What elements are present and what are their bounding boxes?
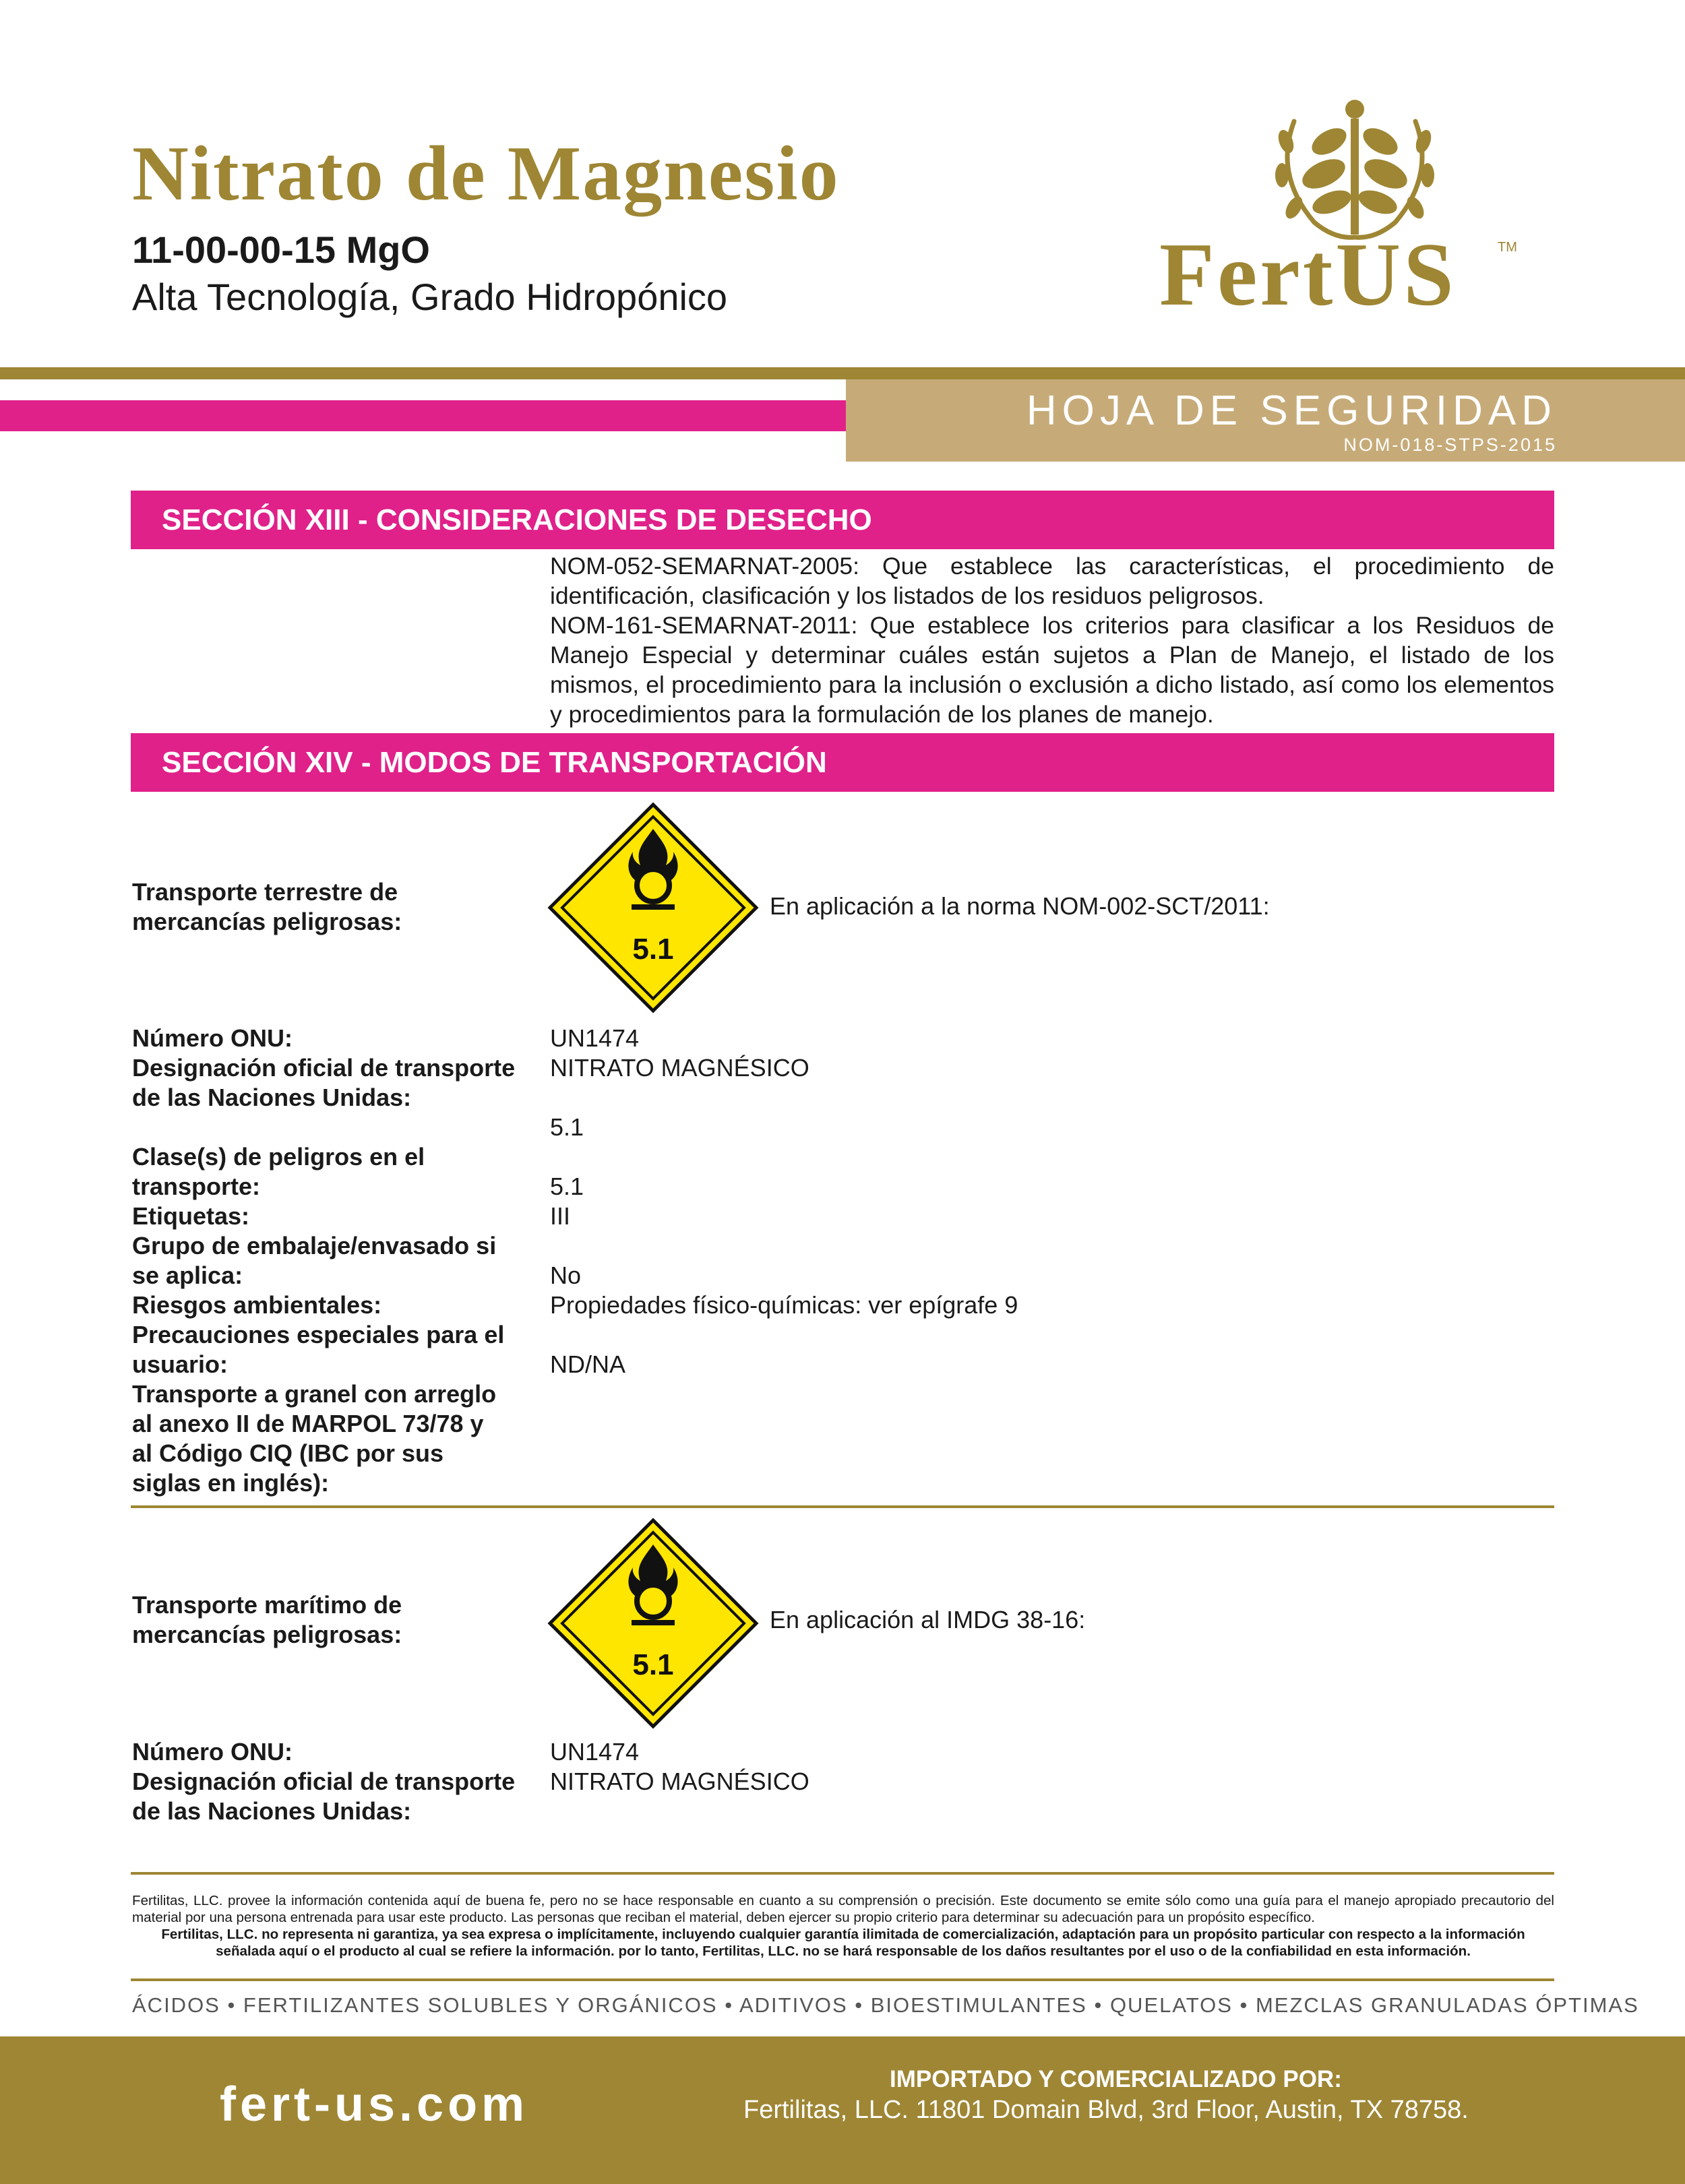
brand-logo-text: FertUS — [1159, 224, 1457, 324]
gold-divider-band — [0, 367, 1685, 379]
land-row-value: III — [550, 1202, 571, 1230]
page-title: Nitrato de Magnesio — [132, 131, 840, 217]
land-row-value: UN1474 — [550, 1024, 640, 1052]
land-row-label: Grupo de embalaje/envasado si se aplica: — [132, 1232, 497, 1289]
product-formula: 11-00-00-15 MgO — [132, 228, 430, 271]
disclaimer-paragraph: Fertilitas, LLC. provee la información contenida aquí de buena fe, pero no se hace responsable en cuanto a su comprensión o precisión. Este documento se emite sólo como una guía para el manejo apropiado precautorio del material por una persona entrenada para usar este producto. Las personas que reciban el material, deben ejercer su propio criterio para determinar su adecuación para un propósito específico. — [132, 1893, 1554, 1925]
product-subtitle: Alta Tecnología, Grado Hidropónico — [132, 276, 728, 318]
oxidizer-hazard-placard-icon — [547, 802, 759, 1013]
banner-norm: NOM-018-STPS-2015 — [1343, 435, 1557, 455]
section-13-heading: SECCIÓN XIII - CONSIDERACIONES DE DESECHO — [131, 491, 1554, 549]
land-row-label: Precauciones especiales para el usuario: — [132, 1321, 505, 1378]
section-14-heading: SECCIÓN XIV - MODOS DE TRANSPORTACIÓN — [131, 733, 1554, 792]
section-divider — [131, 1505, 1554, 1508]
section-13-paragraph-2: NOM-161-SEMARNAT-2011: Que establece los criterios para clasificar a los Residuos de Manejo Especial y determinar cuáles están sujetos a Plan de Manejo, el listado de los mismos, el procedimiento para la inclusión o exclusión a dicho listado, así como los elementos y procedimientos para la formulación de los planes de manejo. — [550, 612, 1554, 728]
footer-divider — [131, 1978, 1554, 1981]
trademark-symbol: TM — [1498, 240, 1517, 255]
sea-transport-label: Transporte marítimo de mercancías peligrosas: — [132, 1591, 402, 1648]
section-13-paragraph-1: NOM-052-SEMARNAT-2005: Que establece las características, el procedimiento de identificación, clasificación y los listados de los residuos peligrosos. — [550, 553, 1554, 609]
sea-placard-class-label: 5.1 — [632, 1648, 674, 1681]
section-divider — [131, 1872, 1554, 1875]
land-placard-class-label: 5.1 — [632, 933, 674, 966]
banner-title: HOJA DE SEGURIDAD — [1026, 387, 1557, 434]
website-link[interactable]: fert-us.com — [220, 2078, 529, 2131]
product-categories: ÁCIDOS • FERTILIZANTES SOLUBLES Y ORGÁNICOS • ADITIVOS • BIOESTIMULANTES • QUELATOS • MEZCLAS GRANULADAS ÓPTIMAS — [132, 1993, 1639, 2017]
land-transport-label: Transporte terrestre de mercancías peligrosas: — [132, 878, 402, 935]
land-row-value: 5.1 — [550, 1173, 584, 1200]
land-row-label: Número ONU: — [132, 1024, 293, 1052]
land-row-value: Propiedades físico-químicas: ver epígrafe 9 — [550, 1291, 1018, 1319]
land-row-label: Designación oficial de transporte de las Naciones Unidas: — [132, 1054, 516, 1111]
sea-row-label: Designación oficial de transporte de las Naciones Unidas: — [132, 1768, 516, 1825]
importer-heading: IMPORTADO Y COMERCIALIZADO POR: — [890, 2066, 1342, 2092]
land-row-value: No — [550, 1261, 582, 1289]
banner-pink-stripe — [0, 400, 846, 431]
sea-row-label: Número ONU: — [132, 1738, 293, 1766]
sea-row-value: UN1474 — [550, 1738, 640, 1766]
sea-application-norm: En aplicación al IMDG 38-16: — [770, 1606, 1086, 1633]
land-row-label: Clase(s) de peligros en el transporte: — [132, 1143, 425, 1200]
land-row-label: Etiquetas: — [132, 1202, 250, 1230]
land-row-value: 5.1 — [550, 1113, 584, 1141]
land-row-label: Transporte a granel con arreglo al anexo II de MARPOL 73/78 y al Código CIQ (IBC por sus siglas en inglés): — [132, 1380, 497, 1497]
importer-address: Fertilitas, LLC. 11801 Domain Blvd, 3rd Floor, Austin, TX 78758. — [743, 2096, 1469, 2124]
disclaimer-paragraph-bold: Fertilitas, LLC. no representa ni garantiza, ya sea expresa o implícitamente, incluyendo cualquier garantía ilimitada de comercialización, adaptación para un propósito particular con respecto a la información señalada aquí o el producto al cual se refiere la información. por lo tanto, Fertilitas, LLC. no se hará responsable de los daños resultantes por el uso o de la confiabilidad en esta información. — [161, 1927, 1525, 1959]
land-row-label: Riesgos ambientales: — [132, 1291, 382, 1319]
oxidizer-hazard-placard-icon — [547, 1518, 759, 1729]
legal-disclaimer — [132, 1892, 1554, 1960]
land-row-value: NITRATO MAGNÉSICO — [550, 1054, 809, 1082]
land-row-value: ND/NA — [550, 1350, 626, 1378]
plant-laurel-emblem-icon — [1267, 94, 1442, 243]
land-application-norm: En aplicación a la norma NOM-002-SCT/2011: — [770, 892, 1270, 920]
sea-row-value: NITRATO MAGNÉSICO — [550, 1768, 809, 1795]
